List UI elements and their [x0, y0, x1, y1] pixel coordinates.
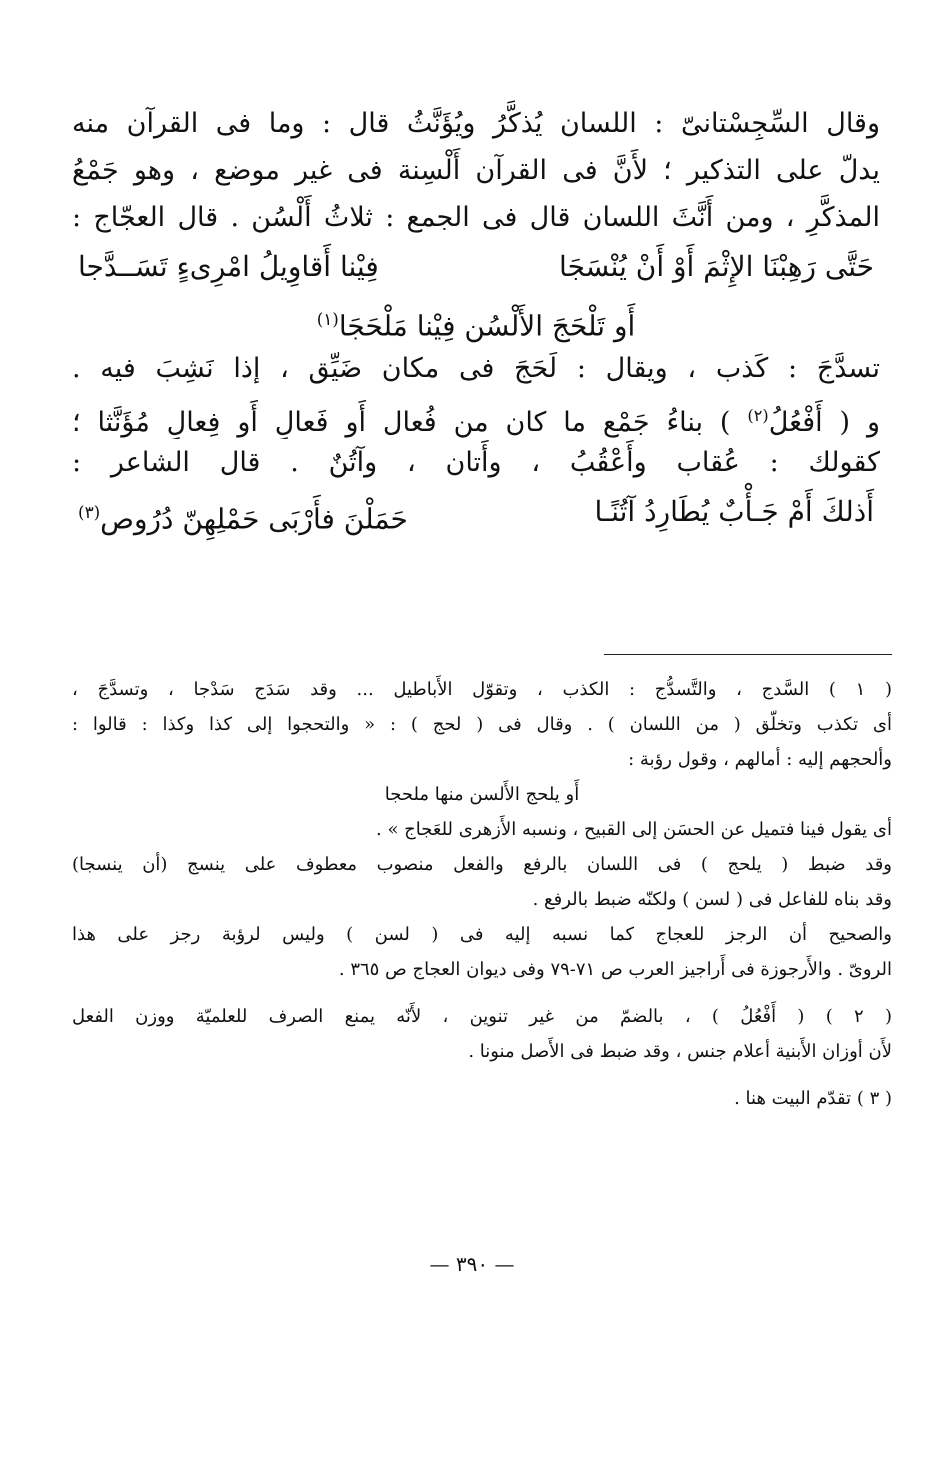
verse-1-second-hemistich: فِيْنا أَقاوِيلُ امْرِىءٍ تَسَــدَّجا — [78, 250, 379, 283]
footnote-ref-1[interactable]: (١) — [316, 309, 339, 329]
footnote-1-line-4: أى يقول فينا فتميل عن الحسَن إلى القبيح ، ونسبه الأَزهرى للعَجاج » . — [376, 819, 892, 840]
footnote-separator — [604, 654, 892, 655]
footnotes — [72, 672, 892, 1116]
text-line-1: وقال السِّجِسْتانىّ : اللسان يُذكَّرُ ويُؤَنَّثُ قال : وما فى القرآن منه — [72, 108, 880, 139]
verse-1-closing-text: أَو تَلْحَجَ الأَلْسُن فِيْنا مَلْحَجَا — [338, 309, 636, 343]
footnote-3: ( ٣ ) تقدّم البيت هنا . — [734, 1088, 892, 1109]
verse-2-second-hemistich: حَمَلْنَ فأَرْبَى حَمْلِهِنّ دُرُوص — [100, 502, 408, 536]
footnote-1-line-5: وقد ضبط ( يلحج ) فى اللسان بالرفع والفعل منصوب معطوف على ينسج (أن ينسجا) — [72, 854, 892, 875]
verse-2-first-hemistich: أَذلكَ أَمْ جَـأْبٌ يُطَارِدُ آتُنًـا — [594, 495, 874, 528]
text-line-5 — [72, 392, 880, 439]
footnote-1-line-7: والصحيح أن الرجز للعجاج كما نسبه إليه فى ( لسن ) وليس لرؤبة رجز على هذا — [72, 924, 892, 945]
footnote-1-line-8: الروىّ . والأَرجوزة فى أَراجيز العرب ص ٧١-٧٩ وفى ديوان العجاج ص ٣٦٥ . — [338, 959, 892, 980]
footnote-1-line-2: أى تكذب وتخلّق ( من اللسان ) . وقال فى ( لحج ) : « والتحجوا إلى كذا وكذا : قالوا : — [72, 714, 892, 735]
verse-2 — [72, 486, 880, 538]
text-line-6: كقولك : عُقاب وأَعْقُبُ ، وأَتان ، وآتُنٌ . قال الشاعر : — [72, 447, 880, 478]
text-line-5-rest: ) بناءُ جَمْعِ ما كان من فُعال أَو فَعالٍ أَو فِعالٍ مُؤَنَّثا ؛ — [72, 407, 731, 438]
footnote-ref-2[interactable]: (٢) — [747, 406, 769, 425]
text-line-5-start: و ( أَفْعُلُ — [768, 407, 880, 438]
verse-1-first-hemistich: حَتَّى رَهِبْنَا الإِثْمَ أَوْ أَنْ يُنْسَجَا — [559, 250, 874, 283]
footnote-2-line-1: ( ٢ ) ( أَفْعُلُ ) ، بالضمّ من غير تنوين ، لأَنّه يمنع الصرف للعلميّة ووزن الفعل — [72, 1006, 892, 1027]
footnote-1-line-6: وقد بناه للفاعل فى ( لسن ) ولكنّه ضبط بالرفع . — [532, 889, 892, 910]
main-text — [72, 100, 880, 538]
verse-1-closing — [72, 293, 880, 345]
text-line-4: تسدَّجَ : كَذب ، ويقال : لَحَجَ فى مكان ضَيِّق ، إذا نَشِبَ فيه . — [72, 353, 880, 384]
footnote-1-verse: أَو يلحج الأَلسن منها ملحجا — [384, 784, 580, 805]
text-line-2: يدلّ على التذكير ؛ لأَنَّ فى القرآن أَلْسِنة فى غير موضع ، وهو جَمْعُ — [72, 155, 880, 186]
text-line-3: المذكَّرِ ، ومن أَنَّثَ اللسان قال فى الجمع : ثلاثُ أَلْسُن . قال العجّاج : — [72, 202, 880, 233]
page-number: — ٣٩٠ — — [429, 1252, 515, 1276]
footnote-1-line-3: وألحجهم إليه : أمالهم ، وقول رؤبة : — [628, 749, 892, 770]
footnote-1-line-1: ( ١ ) السَّدج ، والتَّسدُّج : الكذب ، وتقوّل الأَباطيل ... وقد سَدَج سَدْجا ، وتسدَّجَ ، — [72, 679, 892, 700]
verse-1 — [72, 241, 880, 293]
footnote-ref-3[interactable]: (٣) — [78, 502, 101, 522]
footnote-2-line-2: لأَن أوزان الأَبنية أعلام جنس ، وقد ضبط فى الأَصل منونا . — [468, 1041, 892, 1062]
verse-2-second-hemistich-wrap — [78, 486, 408, 538]
